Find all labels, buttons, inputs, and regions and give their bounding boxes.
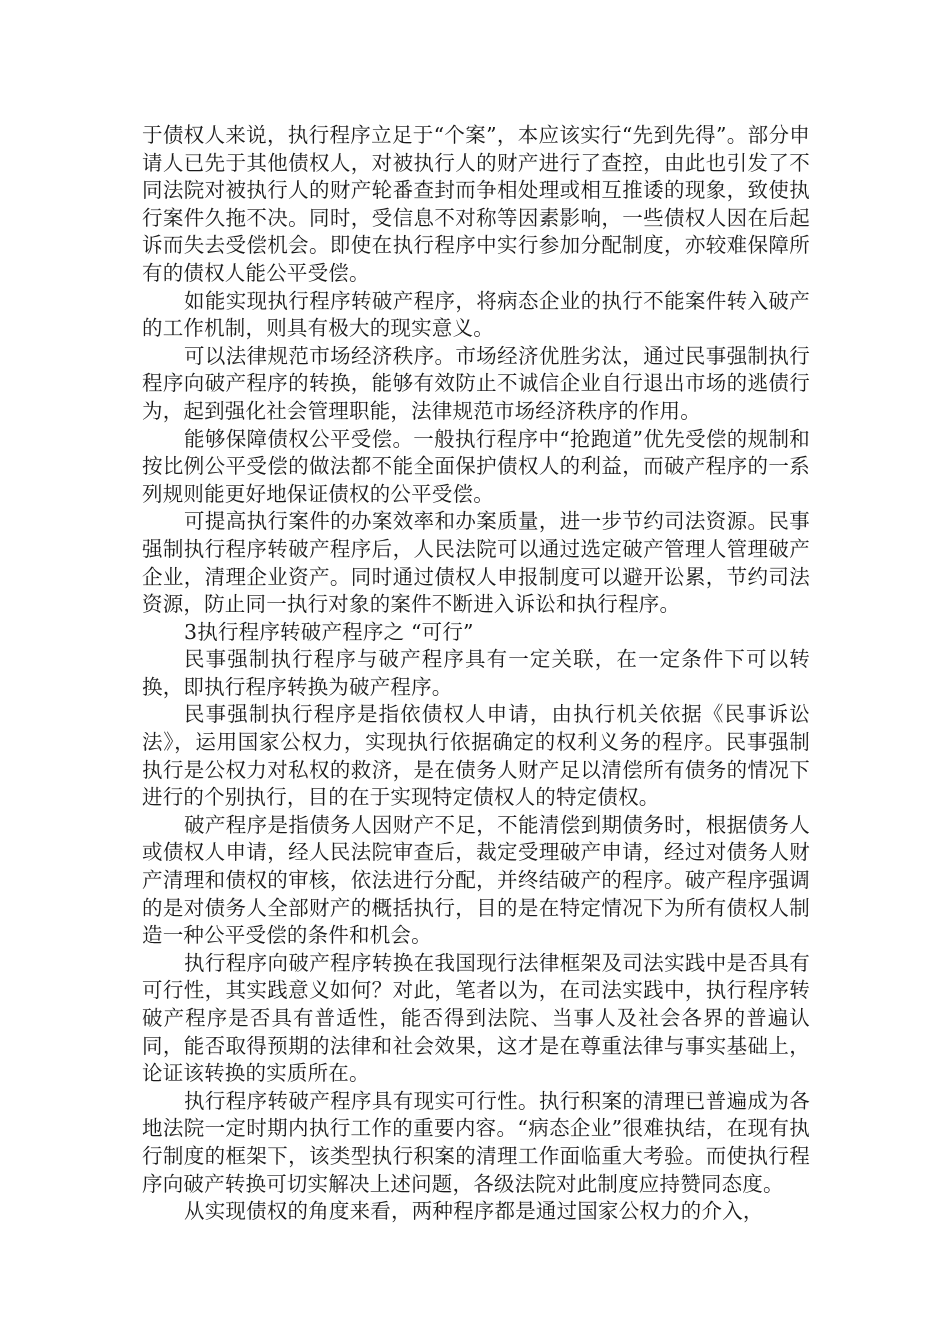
paragraph: 于债权人来说，执行程序立足于“个案”，本应该实行“先到先得”。部分申请人已先于其他债权人，对被执行人的财产进行了查控，由此也引发了不同法院对被执行人的财产轮番查封而争相处理或相互推诿的现象，致使执行案件久拖不决。同时，受信息不对称等因素影响，一些债权人因在后起诉而失去受偿机会。即使在执行程序中实行参加分配制度，亦较难保障所有的债权人能公平受偿。 (142, 123, 810, 285)
paragraph: 执行程序向破产程序转换在我国现行法律框架及司法实践中是否具有可行性，其实践意义如何？对此，笔者以为，在司法实践中，执行程序转破产程序是否具有普适性，能否得到法院、当事人及社会各界的普遍认同，能否取得预期的法律和社会效果，这才是在尊重法律与事实基础上，论证该转换的实质所在。 (142, 950, 810, 1086)
section-heading: 3执行程序转破产程序之 “可行” (184, 619, 474, 644)
paragraph: 可提高执行案件的办案效率和办案质量，进一步节约司法资源。民事强制执行程序转破产程序后，人民法院可以通过选定破产管理人管理破产企业，清理企业资产。同时通过债权人申报制度可以避开讼累，节约司法资源，防止同一执行对象的案件不断进入诉讼和执行程序。 (142, 509, 810, 617)
paragraph: 民事强制执行程序是指依债权人申请，由执行机关依据《民事诉讼法》，运用国家公权力，实现执行依据确定的权利义务的程序。民事强制执行是公权力对私权的救济，是在债务人财产足以清偿所有债务的情况下进行的个别执行，目的在于实现特定债权人的特定债权。 (142, 702, 810, 810)
paragraph: 能够保障债权公平受偿。一般执行程序中“抢跑道”优先受偿的规制和按比例公平受偿的做法都不能全面保护债权人的利益，而破产程序的一系列规则能更好地保证债权的公平受偿。 (142, 426, 810, 506)
paragraph: 民事强制执行程序与破产程序具有一定关联，在一定条件下可以转换，即执行程序转换为破产程序。 (142, 647, 810, 699)
paragraph: 执行程序转破产程序具有现实可行性。执行积案的清理已普遍成为各地法院一定时期内执行工作的重要内容。“病态企业”很难执结，在现有执行制度的框架下，该类型执行积案的清理工作面临重大考验。而使执行程序向破产转换可切实解决上述问题，各级法院对此制度应持赞同态度。 (142, 1088, 810, 1196)
paragraph: 从实现债权的角度来看，两种程序都是通过国家公权力的介入， (184, 1199, 764, 1224)
paragraph: 可以法律规范市场经济秩序。市场经济优胜劣汰，通过民事强制执行程序向破产程序的转换，能够有效防止不诚信企业自行退出市场的逃债行为，起到强化社会管理职能，法律规范市场经济秩序的作用。 (142, 343, 810, 423)
document-body (142, 122, 810, 1226)
paragraph: 破产程序是指债务人因财产不足，不能清偿到期债务时，根据债务人或债权人申请，经人民法院审查后，裁定受理破产申请，经过对债务人财产清理和债权的审核，依法进行分配，并终结破产的程序。破产程序强调的是对债务人全部财产的概括执行，目的是在特定情况下为所有债权人制造一种公平受偿的条件和机会。 (142, 812, 810, 948)
paragraph: 如能实现执行程序转破产程序，将病态企业的执行不能案件转入破产的工作机制，则具有极大的现实意义。 (142, 288, 810, 341)
